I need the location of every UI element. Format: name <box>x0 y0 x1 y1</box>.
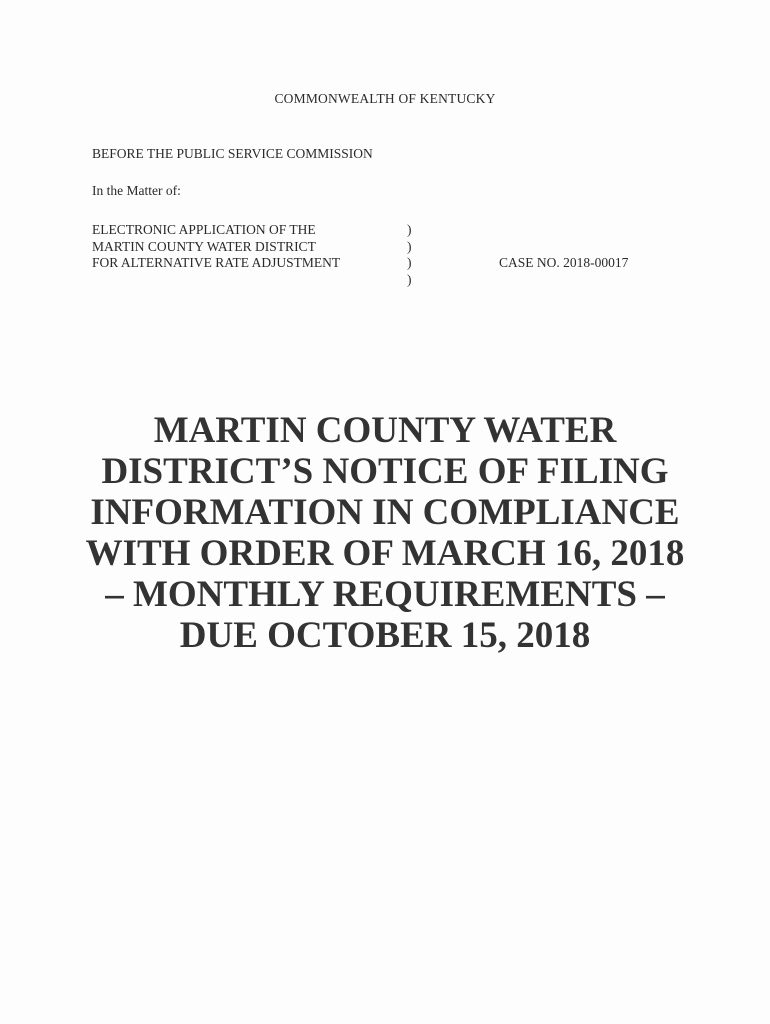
parenthesis: ) <box>407 238 412 254</box>
parenthesis: ) <box>407 271 412 287</box>
caption-parentheses <box>407 222 412 288</box>
commission-line: BEFORE THE PUBLIC SERVICE COMMISSION <box>92 146 373 161</box>
commonwealth-heading: COMMONWEALTH OF KENTUCKY <box>274 91 496 106</box>
title-line: – MONTHLY REQUIREMENTS – <box>105 574 665 615</box>
in-the-matter-line: In the Matter of: <box>92 183 181 198</box>
document-title <box>60 410 710 656</box>
title-line: DUE OCTOBER 15, 2018 <box>179 615 591 656</box>
parenthesis: ) <box>407 255 412 270</box>
caption-line: ELECTRONIC APPLICATION OF THE <box>92 222 316 237</box>
title-line: INFORMATION IN COMPLIANCE <box>90 492 680 533</box>
parenthesis: ) <box>407 222 412 237</box>
caption-line: MARTIN COUNTY WATER DISTRICT <box>92 238 316 254</box>
case-caption <box>92 222 340 272</box>
case-number: CASE NO. 2018-00017 <box>499 255 629 270</box>
title-line: MARTIN COUNTY WATER <box>153 410 617 451</box>
title-line: DISTRICT’S NOTICE OF FILING <box>101 451 669 492</box>
caption-line: FOR ALTERNATIVE RATE ADJUSTMENT <box>92 255 341 270</box>
title-line: WITH ORDER OF MARCH 16, 2018 <box>85 533 685 574</box>
